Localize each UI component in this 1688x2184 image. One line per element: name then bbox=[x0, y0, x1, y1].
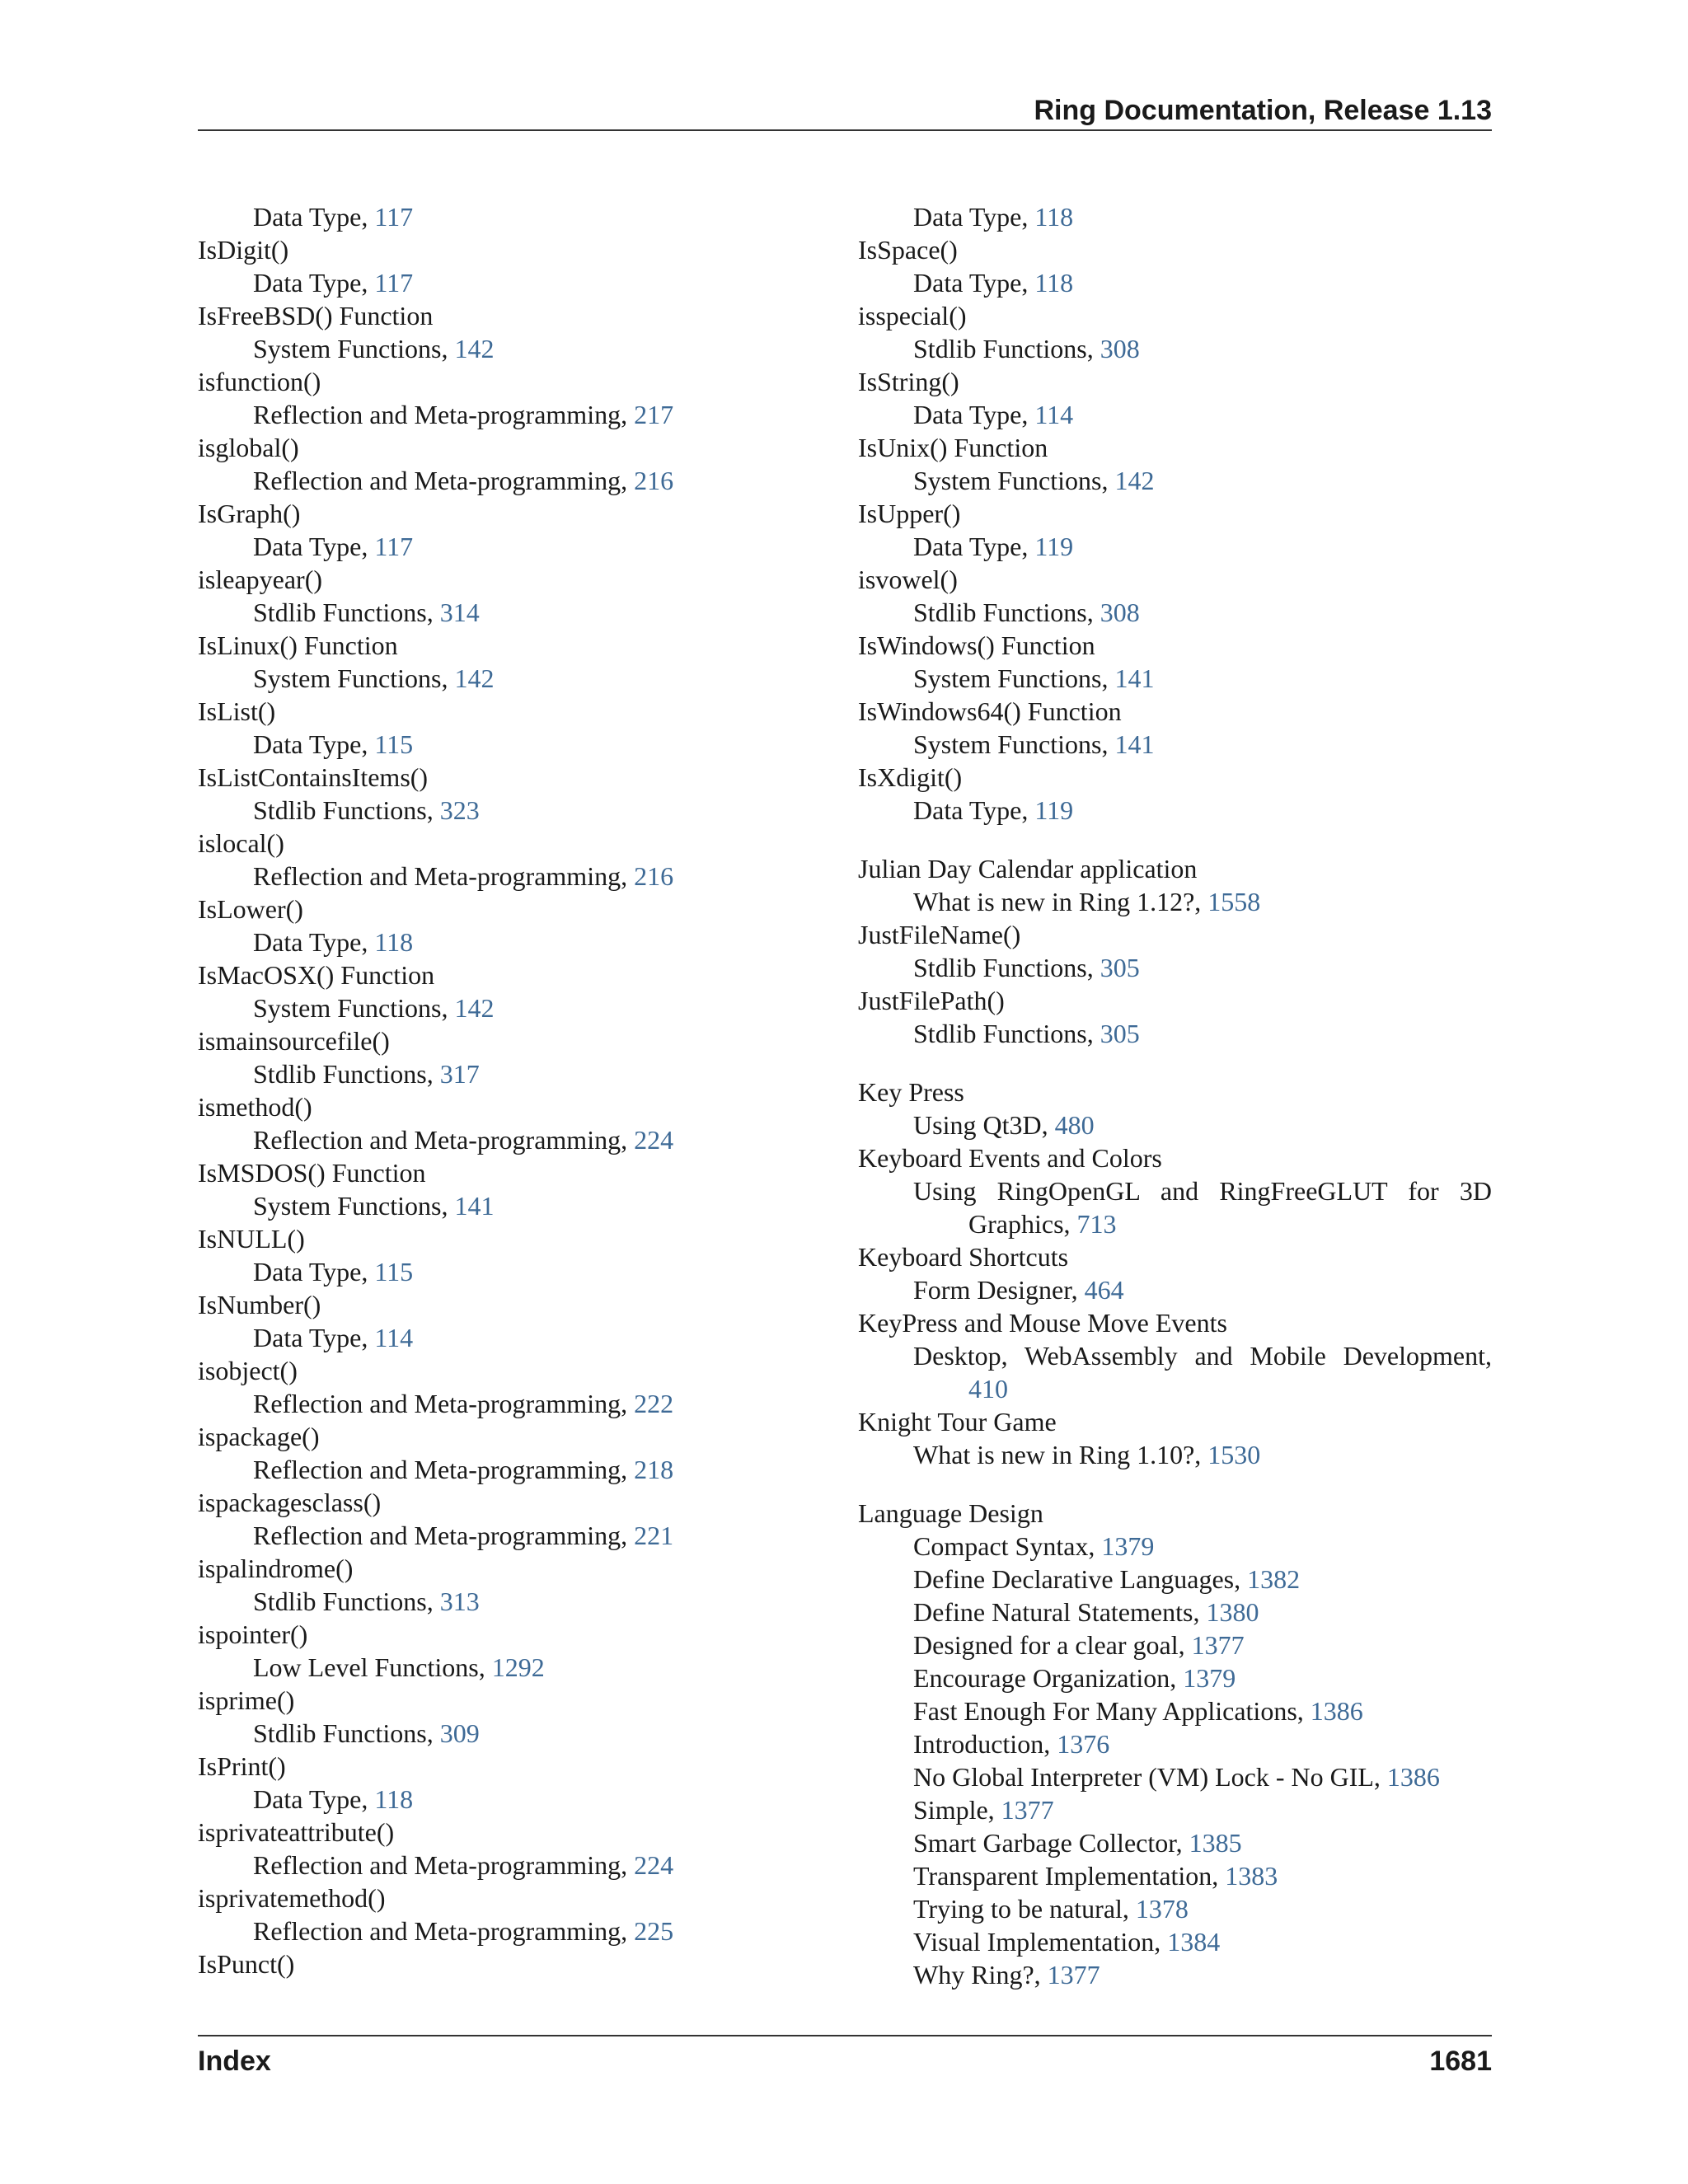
index-subentry bbox=[858, 1958, 1492, 1991]
index-subentry bbox=[198, 266, 824, 299]
page-reference-link[interactable]: 118 bbox=[374, 927, 414, 957]
index-term-text: IsString() bbox=[858, 367, 959, 396]
index-subentry bbox=[198, 530, 824, 563]
index-subentry bbox=[198, 1453, 824, 1486]
index-term-text: IsMSDOS() Function bbox=[198, 1158, 426, 1188]
index-subentry bbox=[198, 596, 824, 629]
page-reference-link[interactable]: 308 bbox=[1100, 334, 1140, 363]
index-term-text: IsWindows64() Function bbox=[858, 696, 1122, 726]
page-reference-link[interactable]: 1382 bbox=[1247, 1564, 1301, 1594]
index-subentry-text: Reflection and Meta-programming, bbox=[253, 466, 635, 495]
index-subentry bbox=[198, 1189, 824, 1222]
page-reference-link[interactable]: 1384 bbox=[1167, 1927, 1221, 1957]
page-reference-link[interactable]: 464 bbox=[1084, 1275, 1124, 1305]
index-subentry-text: Stdlib Functions, bbox=[913, 334, 1100, 363]
index-subentry-text: Low Level Functions, bbox=[253, 1652, 492, 1682]
index-term bbox=[858, 563, 1492, 596]
index-subentry-text: Data Type, bbox=[253, 1784, 375, 1814]
index-term-text: ismainsourcefile() bbox=[198, 1026, 390, 1056]
index-subentry bbox=[198, 332, 824, 365]
page-reference-link[interactable]: 225 bbox=[634, 1916, 674, 1946]
index-term bbox=[198, 1024, 824, 1057]
index-term-text: ispackagesclass() bbox=[198, 1488, 382, 1517]
page-reference-link[interactable]: 224 bbox=[634, 1125, 674, 1155]
index-term-text: isvowel() bbox=[858, 565, 958, 594]
index-subentry bbox=[198, 200, 824, 233]
index-term-text: IsUpper() bbox=[858, 499, 961, 528]
page-reference-link[interactable]: 119 bbox=[1034, 795, 1074, 825]
index-term-text: Language Design bbox=[858, 1498, 1043, 1528]
page-reference-link[interactable]: 1377 bbox=[1001, 1795, 1054, 1825]
index-subentry-text: Designed for a clear goal, bbox=[913, 1630, 1192, 1660]
page-reference-link[interactable]: 410 bbox=[968, 1374, 1008, 1404]
index-subentry-text: Compact Syntax, bbox=[913, 1531, 1102, 1561]
index-subentry bbox=[858, 464, 1492, 497]
index-subentry bbox=[858, 1826, 1492, 1859]
page-reference-link[interactable]: 118 bbox=[1034, 268, 1074, 298]
page-reference-link[interactable]: 217 bbox=[634, 400, 674, 429]
index-term-text: isprivateattribute() bbox=[198, 1817, 395, 1847]
index-subentry-text: Trying to be natural, bbox=[913, 1894, 1136, 1924]
page-reference-link[interactable]: 1377 bbox=[1047, 1960, 1100, 1990]
index-term bbox=[198, 1816, 824, 1849]
index-term-text: IsXdigit() bbox=[858, 762, 963, 792]
index-term-text: IsNumber() bbox=[198, 1290, 321, 1319]
index-subentry bbox=[858, 1563, 1492, 1596]
index-term bbox=[198, 958, 824, 991]
index-term-text: isspecial() bbox=[858, 301, 967, 330]
index-term bbox=[198, 299, 824, 332]
index-subentry-text: Using RingOpenGL and RingFreeGLUT for 3D Graphics, bbox=[913, 1176, 1492, 1239]
index-subentry-text: Transparent Implementation, bbox=[913, 1861, 1226, 1891]
index-term bbox=[198, 1090, 824, 1123]
index-subentry bbox=[858, 1530, 1492, 1563]
index-term-text: IsDigit() bbox=[198, 235, 289, 265]
page-reference-link[interactable]: 323 bbox=[439, 795, 480, 825]
index-subentry-text: Data Type, bbox=[253, 927, 375, 957]
index-subentry-text: Data Type, bbox=[253, 532, 375, 561]
page-reference-link[interactable]: 1383 bbox=[1225, 1861, 1278, 1891]
index-subentry bbox=[858, 1629, 1492, 1661]
index-subentry-text: Encourage Organization, bbox=[913, 1663, 1184, 1693]
index-term-text: JustFileName() bbox=[858, 920, 1021, 949]
page-reference-link[interactable]: 141 bbox=[1114, 729, 1155, 759]
page-reference-link[interactable]: 1378 bbox=[1135, 1894, 1189, 1924]
index-subentry bbox=[198, 1387, 824, 1420]
index-subentry-text: Data Type, bbox=[253, 1323, 375, 1352]
index-subentry bbox=[198, 1057, 824, 1090]
index-subentry bbox=[858, 662, 1492, 695]
index-term bbox=[858, 1240, 1492, 1273]
index-term bbox=[198, 629, 824, 662]
index-term bbox=[198, 827, 824, 860]
page-reference-link[interactable]: 314 bbox=[439, 598, 480, 627]
index-term-text: IsGraph() bbox=[198, 499, 301, 528]
index-subentry-text: Stdlib Functions, bbox=[253, 598, 440, 627]
index-term-text: ispalindrome() bbox=[198, 1554, 354, 1583]
index-subentry bbox=[858, 332, 1492, 365]
index-term bbox=[858, 984, 1492, 1017]
page-reference-link[interactable]: 1292 bbox=[491, 1652, 545, 1682]
index-term-text: IsWindows() Function bbox=[858, 630, 1095, 660]
page-reference-link[interactable]: 308 bbox=[1100, 598, 1140, 627]
index-subentry bbox=[198, 794, 824, 827]
index-term bbox=[858, 918, 1492, 951]
page-reference-link[interactable]: 221 bbox=[634, 1521, 674, 1550]
page-reference-link[interactable]: 222 bbox=[634, 1389, 674, 1418]
index-term bbox=[198, 1947, 824, 1980]
index-subentry-text: System Functions, bbox=[253, 663, 455, 693]
index-subentry bbox=[198, 1519, 824, 1552]
page-reference-link[interactable]: 1530 bbox=[1207, 1440, 1261, 1469]
index-subentry bbox=[858, 1017, 1492, 1050]
page-reference-link[interactable]: 216 bbox=[634, 861, 674, 891]
index-subentry-text: Define Natural Statements, bbox=[913, 1597, 1207, 1627]
index-subentry-text: System Functions, bbox=[913, 729, 1115, 759]
index-term bbox=[198, 1354, 824, 1387]
index-subentry bbox=[858, 596, 1492, 629]
index-term bbox=[858, 431, 1492, 464]
page-reference-link[interactable]: 115 bbox=[374, 729, 414, 759]
index-term bbox=[858, 1076, 1492, 1108]
index-term-text: isleapyear() bbox=[198, 565, 323, 594]
index-term-text: islocal() bbox=[198, 828, 284, 858]
index-subentry bbox=[198, 860, 824, 893]
page-reference-link[interactable]: 305 bbox=[1100, 953, 1140, 982]
index-subentry-text: Data Type, bbox=[253, 202, 375, 232]
index-subentry-text: Data Type, bbox=[253, 1257, 375, 1286]
page-reference-link[interactable]: 1386 bbox=[1310, 1696, 1363, 1726]
index-term bbox=[858, 1141, 1492, 1174]
index-subentry-text: Reflection and Meta-programming, bbox=[253, 1389, 635, 1418]
index-subentry bbox=[198, 398, 824, 431]
index-term bbox=[198, 365, 824, 398]
index-subentry-text: Stdlib Functions, bbox=[913, 598, 1100, 627]
index-term bbox=[858, 761, 1492, 794]
index-term-text: Keyboard Shortcuts bbox=[858, 1242, 1069, 1272]
index-term bbox=[858, 1306, 1492, 1339]
index-term-text: isfunction() bbox=[198, 367, 321, 396]
index-subentry bbox=[858, 1694, 1492, 1727]
page-reference-link[interactable]: 117 bbox=[374, 532, 414, 561]
index-term-text: ispackage() bbox=[198, 1422, 320, 1451]
index-subentry-text: What is new in Ring 1.12?, bbox=[913, 887, 1208, 916]
index-term bbox=[858, 233, 1492, 266]
page-reference-link[interactable]: 118 bbox=[374, 1784, 414, 1814]
index-term-text: isprivatemethod() bbox=[198, 1883, 386, 1913]
index-term-text: isobject() bbox=[198, 1356, 298, 1385]
index-subentry bbox=[198, 464, 824, 497]
index-subentry bbox=[858, 951, 1492, 984]
index-term bbox=[198, 1618, 824, 1651]
index-term-text: IsListContainsItems() bbox=[198, 762, 429, 792]
index-subentry bbox=[858, 1273, 1492, 1306]
page-reference-link[interactable]: 141 bbox=[454, 1191, 495, 1221]
index-term-text: IsLower() bbox=[198, 894, 303, 924]
index-term bbox=[198, 893, 824, 926]
page-reference-link[interactable]: 224 bbox=[634, 1850, 674, 1880]
page-footer bbox=[198, 2043, 1492, 2079]
page-reference-link[interactable]: 317 bbox=[439, 1059, 480, 1089]
index-term bbox=[198, 1552, 824, 1585]
index-column-right bbox=[858, 200, 1492, 1991]
index-term bbox=[858, 1405, 1492, 1438]
index-term bbox=[198, 1486, 824, 1519]
index-subentry bbox=[198, 1915, 824, 1947]
index-subentry bbox=[858, 200, 1492, 233]
index-subentry bbox=[858, 1339, 1492, 1405]
index-term bbox=[858, 497, 1492, 530]
index-term-text: Keyboard Events and Colors bbox=[858, 1143, 1162, 1173]
page-reference-link[interactable]: 1558 bbox=[1207, 887, 1261, 916]
index-subentry-text: Using Qt3D, bbox=[913, 1110, 1055, 1140]
index-subentry bbox=[858, 398, 1492, 431]
index-term bbox=[858, 852, 1492, 885]
index-subentry bbox=[198, 1321, 824, 1354]
index-subentry bbox=[858, 1596, 1492, 1629]
page-reference-link[interactable]: 114 bbox=[374, 1323, 414, 1352]
page-reference-link[interactable]: 142 bbox=[454, 993, 495, 1023]
index-term bbox=[198, 695, 824, 728]
index-subentry-text: Data Type, bbox=[913, 532, 1035, 561]
index-term bbox=[198, 1288, 824, 1321]
index-term bbox=[858, 299, 1492, 332]
index-subentry bbox=[858, 1438, 1492, 1471]
index-term-text: IsPunct() bbox=[198, 1949, 295, 1979]
index-term-text: IsLinux() Function bbox=[198, 630, 398, 660]
page-reference-link[interactable]: 141 bbox=[1114, 663, 1155, 693]
running-header: Ring Documentation, Release 1.13 bbox=[1034, 95, 1492, 126]
index-subentry-text: Visual Implementation, bbox=[913, 1927, 1168, 1957]
page-reference-link[interactable]: 1377 bbox=[1191, 1630, 1245, 1660]
page-reference-link[interactable]: 216 bbox=[634, 466, 674, 495]
index-term-text: IsMacOSX() Function bbox=[198, 960, 435, 990]
index-subentry bbox=[198, 1123, 824, 1156]
page-reference-link[interactable]: 1379 bbox=[1183, 1663, 1236, 1693]
index-subentry-text: Reflection and Meta-programming, bbox=[253, 1850, 635, 1880]
index-term bbox=[858, 629, 1492, 662]
footer-rule bbox=[198, 2035, 1492, 2036]
index-subentry bbox=[858, 1892, 1492, 1925]
index-term-text: isglobal() bbox=[198, 433, 299, 462]
index-subentry bbox=[858, 1727, 1492, 1760]
index-subentry bbox=[858, 885, 1492, 918]
index-subentry-text: Stdlib Functions, bbox=[253, 1718, 440, 1748]
index-term bbox=[198, 1684, 824, 1717]
page-reference-link[interactable]: 142 bbox=[454, 663, 495, 693]
page-reference-link[interactable]: 305 bbox=[1100, 1019, 1140, 1048]
index-term bbox=[858, 695, 1492, 728]
page-reference-link[interactable]: 142 bbox=[1114, 466, 1155, 495]
index-subentry bbox=[198, 662, 824, 695]
index-subentry-text: Stdlib Functions, bbox=[913, 1019, 1100, 1048]
index-term-text: isprime() bbox=[198, 1685, 295, 1715]
index-term-text: IsList() bbox=[198, 696, 276, 726]
index-subentry bbox=[198, 1651, 824, 1684]
index-term-text: KeyPress and Mouse Move Events bbox=[858, 1308, 1227, 1338]
index-term bbox=[198, 1882, 824, 1915]
index-subentry bbox=[858, 1925, 1492, 1958]
index-term-text: IsPrint() bbox=[198, 1751, 286, 1781]
page-reference-link[interactable]: 119 bbox=[1034, 532, 1074, 561]
index-subentry-text: Smart Garbage Collector, bbox=[913, 1828, 1189, 1858]
index-subentry bbox=[198, 1849, 824, 1882]
index-subentry bbox=[858, 794, 1492, 827]
index-subentry-text: System Functions, bbox=[253, 993, 455, 1023]
index-subentry bbox=[858, 1859, 1492, 1892]
index-subentry-text: Data Type, bbox=[253, 268, 375, 298]
index-subentry-text: System Functions, bbox=[913, 466, 1115, 495]
index-term-text: ispointer() bbox=[198, 1619, 308, 1649]
index-subentry bbox=[858, 728, 1492, 761]
page-reference-link[interactable]: 1380 bbox=[1206, 1597, 1259, 1627]
index-subentry-text: Data Type, bbox=[913, 400, 1035, 429]
index-term bbox=[198, 1222, 824, 1255]
index-subentry-text: System Functions, bbox=[253, 1191, 455, 1221]
page-reference-link[interactable]: 480 bbox=[1054, 1110, 1095, 1140]
index-subentry-text: Form Designer, bbox=[913, 1275, 1085, 1305]
page-reference-link[interactable]: 1376 bbox=[1057, 1729, 1110, 1759]
page-reference-link[interactable]: 1386 bbox=[1386, 1762, 1440, 1792]
index-subentry-text: Reflection and Meta-programming, bbox=[253, 1455, 635, 1484]
index-subentry-text: Data Type, bbox=[913, 795, 1035, 825]
index-subentry-text: Simple, bbox=[913, 1795, 1001, 1825]
index-term bbox=[198, 497, 824, 530]
index-subentry-text: Define Declarative Languages, bbox=[913, 1564, 1248, 1594]
index-term-text: IsFreeBSD() Function bbox=[198, 301, 434, 330]
index-column-left bbox=[198, 200, 824, 1980]
index-subentry-text: Reflection and Meta-programming, bbox=[253, 861, 635, 891]
index-subentry bbox=[198, 926, 824, 958]
page-reference-link[interactable]: 118 bbox=[1034, 202, 1074, 232]
index-term-text: Knight Tour Game bbox=[858, 1407, 1057, 1436]
index-subentry-text: Reflection and Meta-programming, bbox=[253, 1125, 635, 1155]
page-reference-link[interactable]: 1379 bbox=[1101, 1531, 1155, 1561]
index-subentry-text: Stdlib Functions, bbox=[253, 1586, 440, 1616]
index-subentry-text: Introduction, bbox=[913, 1729, 1057, 1759]
page-reference-link[interactable]: 309 bbox=[439, 1718, 480, 1748]
index-subentry-text: System Functions, bbox=[913, 663, 1115, 693]
index-subentry bbox=[198, 728, 824, 761]
header-rule bbox=[198, 129, 1492, 131]
index-subentry bbox=[198, 1783, 824, 1816]
index-term-text: IsNULL() bbox=[198, 1224, 305, 1254]
index-subentry-text: Stdlib Functions, bbox=[253, 1059, 440, 1089]
index-subentry bbox=[858, 530, 1492, 563]
index-subentry bbox=[858, 1661, 1492, 1694]
page-reference-link[interactable]: 117 bbox=[374, 202, 414, 232]
footer-section-label: Index bbox=[198, 2046, 271, 2077]
index-term bbox=[198, 431, 824, 464]
index-term-text: JustFilePath() bbox=[858, 986, 1005, 1015]
index-subentry bbox=[198, 991, 824, 1024]
index-term-text: Julian Day Calendar application bbox=[858, 854, 1198, 883]
index-term bbox=[198, 1420, 824, 1453]
index-term bbox=[198, 1750, 824, 1783]
index-subentry-text: Data Type, bbox=[253, 729, 375, 759]
page-number: 1681 bbox=[1429, 2046, 1492, 2077]
page-reference-link[interactable]: 117 bbox=[374, 268, 414, 298]
index-term bbox=[858, 365, 1492, 398]
index-term bbox=[198, 1156, 824, 1189]
index-term bbox=[198, 563, 824, 596]
page-reference-link[interactable]: 115 bbox=[374, 1257, 414, 1286]
index-subentry-text: Reflection and Meta-programming, bbox=[253, 1521, 635, 1550]
index-subentry bbox=[858, 1174, 1492, 1240]
index-subentry bbox=[858, 1760, 1492, 1793]
index-term bbox=[198, 761, 824, 794]
index-subentry bbox=[858, 266, 1492, 299]
index-subentry-text: What is new in Ring 1.10?, bbox=[913, 1440, 1208, 1469]
index-subentry-text: Why Ring?, bbox=[913, 1960, 1048, 1990]
index-term bbox=[198, 233, 824, 266]
index-subentry bbox=[858, 1108, 1492, 1141]
index-subentry bbox=[198, 1585, 824, 1618]
index-subentry-text: Data Type, bbox=[913, 268, 1035, 298]
page-reference-link[interactable]: 313 bbox=[439, 1586, 480, 1616]
index-subentry-text: Stdlib Functions, bbox=[253, 795, 440, 825]
page-reference-link[interactable]: 114 bbox=[1034, 400, 1074, 429]
page-reference-link[interactable]: 1385 bbox=[1189, 1828, 1242, 1858]
index-subentry-text: Stdlib Functions, bbox=[913, 953, 1100, 982]
page-reference-link[interactable]: 713 bbox=[1076, 1209, 1117, 1239]
index-subentry-text: Fast Enough For Many Applications, bbox=[913, 1696, 1311, 1726]
index-term-text: Key Press bbox=[858, 1077, 964, 1107]
index-subentry-text: Reflection and Meta-programming, bbox=[253, 1916, 635, 1946]
index-term-text: IsSpace() bbox=[858, 235, 958, 265]
index-subentry-text: Data Type, bbox=[913, 202, 1035, 232]
index-term-text: IsUnix() Function bbox=[858, 433, 1048, 462]
index-subentry bbox=[198, 1255, 824, 1288]
index-subentry bbox=[198, 1717, 824, 1750]
index-subentry-text: System Functions, bbox=[253, 334, 455, 363]
page-reference-link[interactable]: 218 bbox=[634, 1455, 674, 1484]
index-term-text: ismethod() bbox=[198, 1092, 312, 1122]
page-reference-link[interactable]: 142 bbox=[454, 334, 495, 363]
index-subentry-text: No Global Interpreter (VM) Lock - No GIL, bbox=[913, 1762, 1387, 1792]
index-subentry-text: Desktop, WebAssembly and Mobile Development, bbox=[913, 1341, 1492, 1371]
index-subentry bbox=[858, 1793, 1492, 1826]
index-subentry-text: Reflection and Meta-programming, bbox=[253, 400, 635, 429]
index-term bbox=[858, 1497, 1492, 1530]
